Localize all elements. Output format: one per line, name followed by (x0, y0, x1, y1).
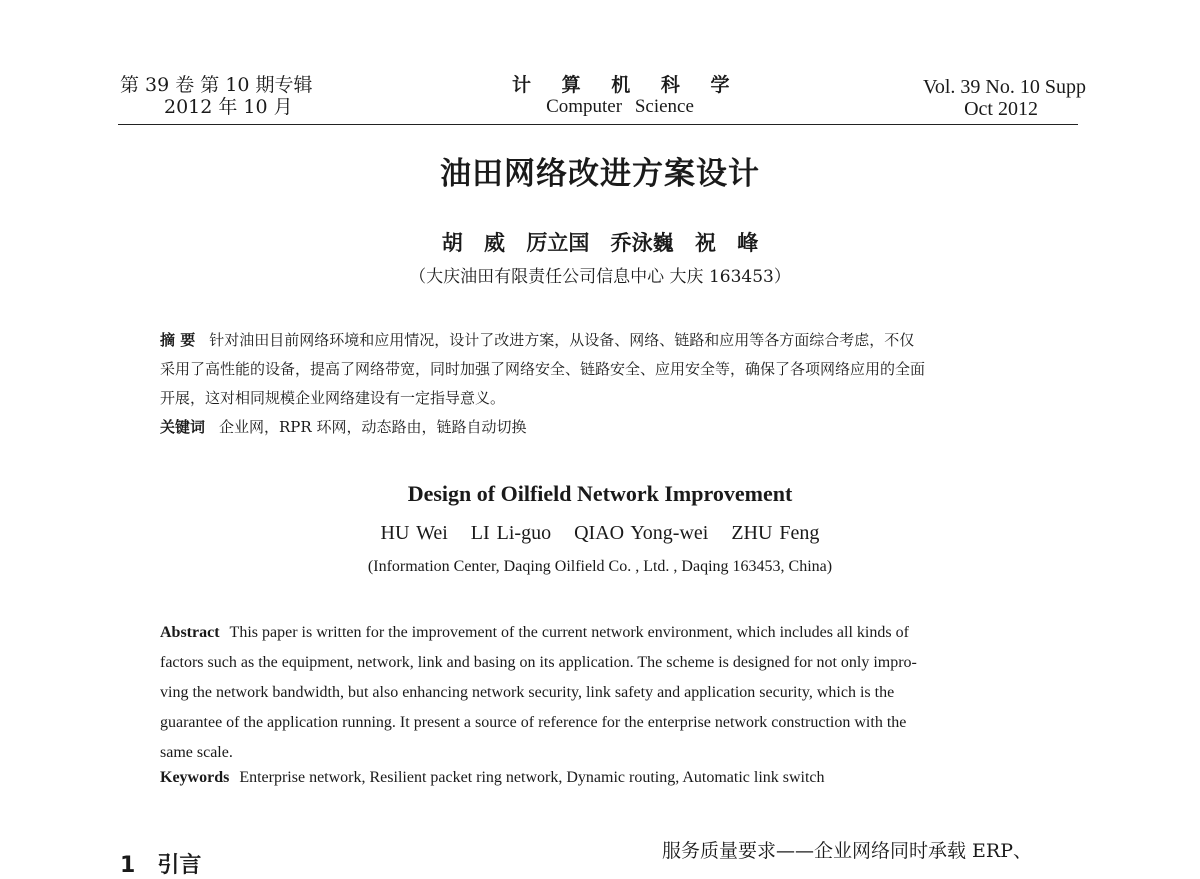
paper-title-en: Design of Oilfield Network Improvement (407, 481, 793, 506)
abstract-cn-line: 摘 要 针对油田目前网络环境和应用情况，设计了改进方案，从设备、网络、链路和应用等各方面综合考虑，不仅 (160, 331, 915, 349)
abstract-en-line: Abstract This paper is written for the improvement of the current network environment, which includes all kinds of (160, 624, 909, 641)
header-volume-issue (120, 74, 313, 118)
author-en: ZHU Feng (731, 522, 820, 544)
paper-title-cn: 油田网络改进方案设计 (440, 156, 760, 192)
abstract-en (160, 618, 1040, 768)
date-cn: 2012 年 10 月 (164, 96, 293, 118)
author-en: QIAO Yong-wei (574, 522, 709, 544)
journal-name-cn: 计 算 机 科 学 (512, 74, 742, 96)
abstract-en-line: guarantee of the application running. It present a source of reference for the enterprise network construction with the (160, 714, 907, 731)
keywords-cn-label: 关键词 (160, 418, 206, 436)
volume-issue: 第 39 卷 第 10 期专辑 (120, 74, 313, 96)
volume-en: Vol. 39 No. 10 Supp (923, 76, 1086, 98)
header-journal (500, 74, 740, 118)
keywords-en (160, 769, 825, 787)
section-heading (120, 848, 201, 879)
journal-name-en: Computer Science (546, 96, 694, 117)
keywords-en-label: Keywords (160, 769, 230, 786)
author-en: HU Wei (380, 522, 448, 544)
abstract-cn-line: 采用了高性能的设备，提高了网络带宽，同时加强了网络安全、链路安全、应用安全等，确保了各项网络应用的全面 (160, 360, 926, 378)
authors-en (0, 522, 1200, 545)
abstract-en-line: ving the network bandwidth, but also enhancing network security, link safety and application security, which is the (160, 684, 895, 701)
keywords-en-text: Enterprise network, Resilient packet ring network, Dynamic routing, Automatic link switch (239, 769, 825, 786)
author-en: LI Li-guo (470, 522, 552, 544)
column2-text: 服务质量要求——企业网络同时承载 ERP、 (662, 840, 1032, 862)
date-en: Oct 2012 (964, 98, 1038, 120)
abstract-en-line: same scale. (160, 744, 233, 761)
keywords-cn (160, 413, 1045, 442)
header-rule (118, 124, 1078, 125)
abstract-cn-label: 摘 要 (160, 331, 196, 349)
affiliation-cn: （大庆油田有限责任公司信息中心 大庆 163453） (409, 267, 791, 287)
header-volume-en (880, 76, 1086, 120)
section-title: 引言 (157, 853, 202, 878)
keywords-cn-text: 企业网，RPR 环网，动态路由，链路自动切换 (219, 418, 527, 436)
authors-cn: 胡 威 厉立国 乔泳巍 祝 峰 (441, 231, 759, 255)
section-number: 1 (120, 853, 136, 878)
abstract-cn (160, 326, 1045, 442)
abstract-en-label: Abstract (160, 624, 220, 641)
abstract-en-line: factors such as the equipment, network, link and basing on its application. The scheme is designed for not only impro- (160, 654, 917, 671)
affiliation-en: (Information Center, Daqing Oilfield Co. , Ltd. , Daqing 163453, China) (367, 558, 833, 575)
abstract-cn-line: 开展，这对相同规模企业网络建设有一定指导意义。 (160, 389, 506, 407)
